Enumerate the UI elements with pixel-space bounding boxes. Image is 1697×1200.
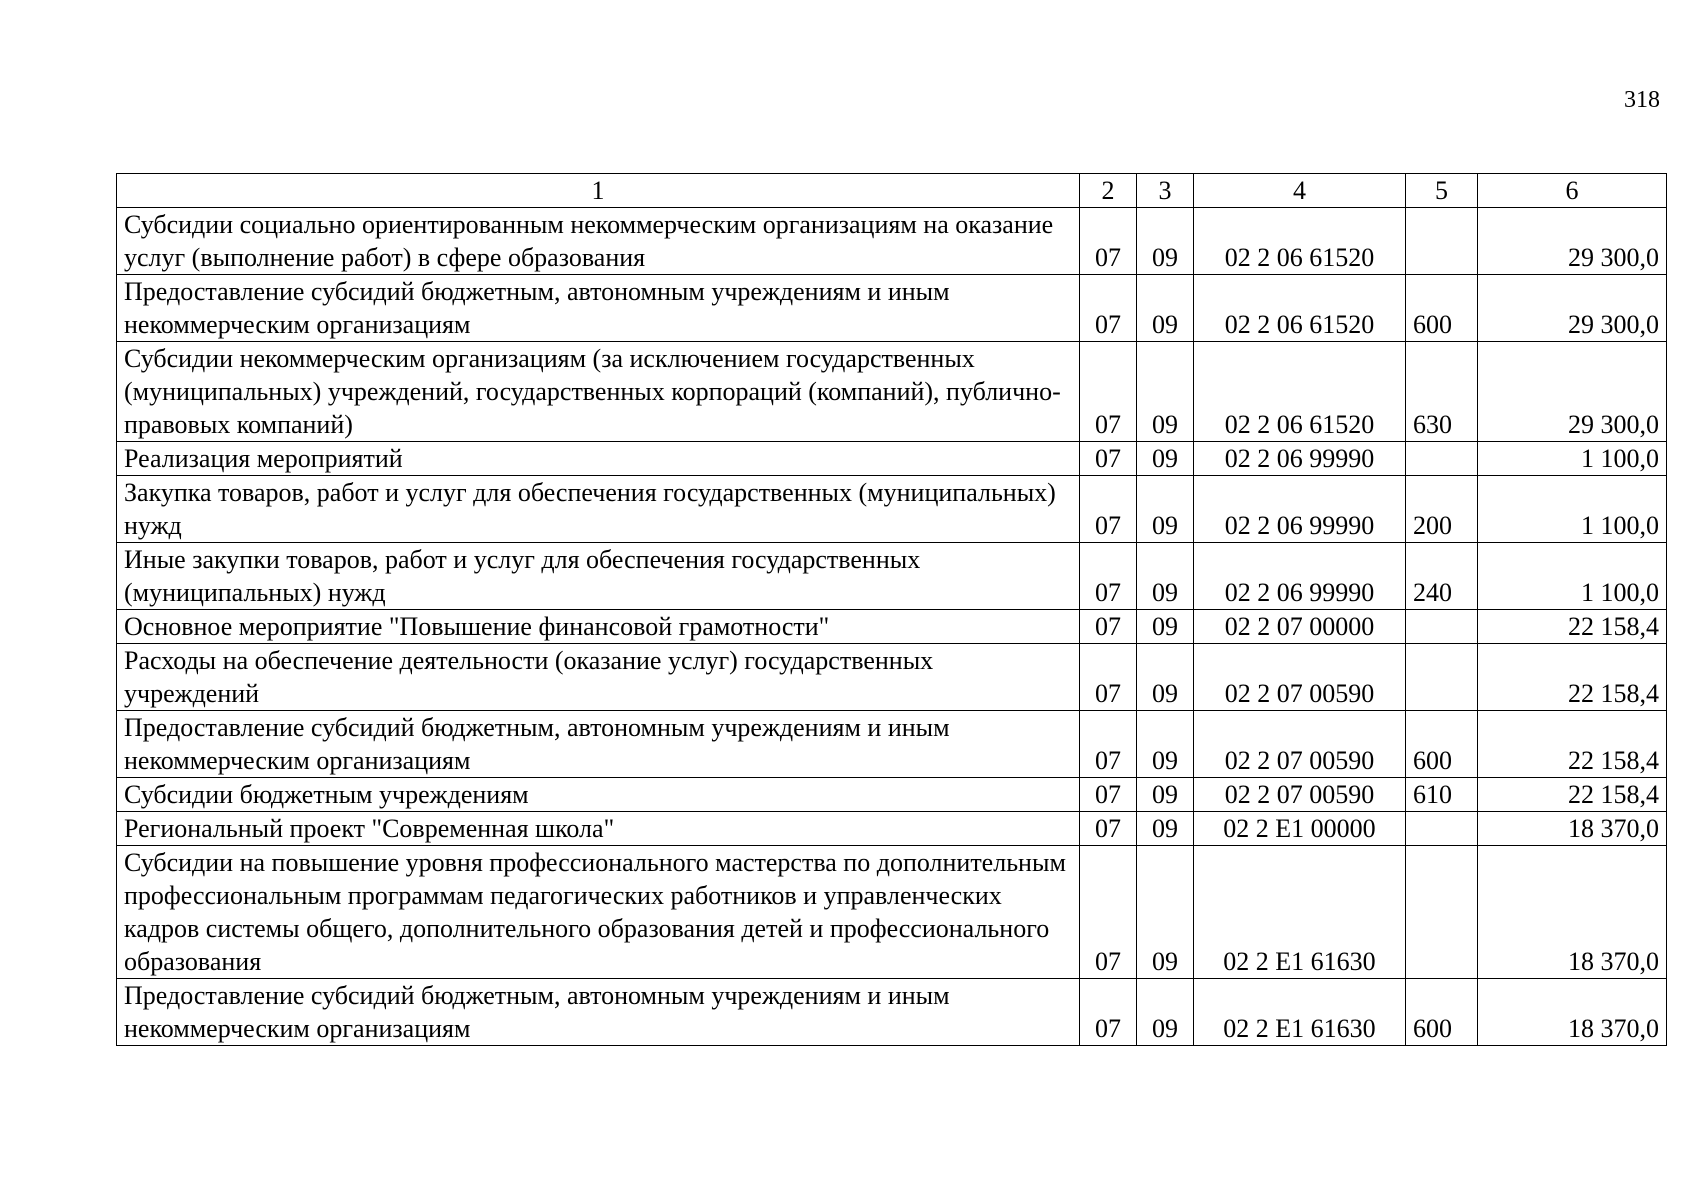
cell-code: 02 2 06 61520: [1194, 208, 1406, 275]
cell-amount: 29 300,0: [1478, 275, 1667, 342]
cell-subsection: 09: [1137, 476, 1194, 543]
cell-vr: [1406, 442, 1478, 476]
table-row: [117, 610, 1667, 644]
cell-amount: 18 370,0: [1478, 812, 1667, 846]
cell-amount: 18 370,0: [1478, 846, 1667, 979]
cell-vr: 240: [1406, 543, 1478, 610]
cell-amount: 22 158,4: [1478, 711, 1667, 778]
cell-section: 07: [1080, 442, 1137, 476]
cell-code: 02 2 06 61520: [1194, 342, 1406, 442]
table-row: [117, 644, 1667, 711]
cell-section: 07: [1080, 846, 1137, 979]
table-row: [117, 543, 1667, 610]
cell-subsection: 09: [1137, 342, 1194, 442]
page-number: 318: [1624, 87, 1660, 113]
cell-code: 02 2 Е1 61630: [1194, 846, 1406, 979]
cell-amount: 1 100,0: [1478, 442, 1667, 476]
cell-vr: [1406, 846, 1478, 979]
cell-subsection: 09: [1137, 442, 1194, 476]
cell-subsection: 09: [1137, 711, 1194, 778]
cell-vr: 600: [1406, 711, 1478, 778]
header-col-3: 3: [1137, 174, 1194, 208]
cell-code: 02 2 07 00590: [1194, 778, 1406, 812]
cell-vr: 630: [1406, 342, 1478, 442]
cell-subsection: 09: [1137, 543, 1194, 610]
cell-vr: 600: [1406, 979, 1478, 1046]
cell-name: Реализация мероприятий: [117, 442, 1080, 476]
cell-code: 02 2 07 00590: [1194, 711, 1406, 778]
table-row: [117, 846, 1667, 979]
cell-name: Иные закупки товаров, работ и услуг для обеспечения государственных (муниципальных) нужд: [117, 543, 1080, 610]
cell-name: Основное мероприятие "Повышение финансовой грамотности": [117, 610, 1080, 644]
header-col-4: 4: [1194, 174, 1406, 208]
table-row: [117, 476, 1667, 543]
table-row: [117, 342, 1667, 442]
cell-name: Субсидии на повышение уровня профессионального мастерства по дополнительным профессиональным программам педагогических работников и управленческих кадров системы общего, дополнительного образования детей и профессионального образования: [117, 846, 1080, 979]
table-row: [117, 979, 1667, 1046]
cell-amount: 22 158,4: [1478, 644, 1667, 711]
cell-vr: 600: [1406, 275, 1478, 342]
cell-code: 02 2 06 99990: [1194, 476, 1406, 543]
cell-subsection: 09: [1137, 208, 1194, 275]
cell-code: 02 2 Е1 61630: [1194, 979, 1406, 1046]
cell-subsection: 09: [1137, 778, 1194, 812]
cell-vr: 610: [1406, 778, 1478, 812]
cell-section: 07: [1080, 711, 1137, 778]
cell-code: 02 2 06 99990: [1194, 543, 1406, 610]
header-row: [117, 174, 1667, 208]
table-row: [117, 208, 1667, 275]
cell-code: 02 2 06 61520: [1194, 275, 1406, 342]
cell-section: 07: [1080, 812, 1137, 846]
cell-subsection: 09: [1137, 812, 1194, 846]
cell-subsection: 09: [1137, 846, 1194, 979]
cell-amount: 18 370,0: [1478, 979, 1667, 1046]
table-row: [117, 778, 1667, 812]
cell-section: 07: [1080, 543, 1137, 610]
cell-name: Расходы на обеспечение деятельности (оказание услуг) государственных учреждений: [117, 644, 1080, 711]
cell-amount: 22 158,4: [1478, 610, 1667, 644]
cell-code: 02 2 Е1 00000: [1194, 812, 1406, 846]
header-col-6: 6: [1478, 174, 1667, 208]
cell-section: 07: [1080, 275, 1137, 342]
budget-table: [116, 173, 1667, 1046]
table-header: [117, 174, 1667, 208]
cell-section: 07: [1080, 610, 1137, 644]
cell-name: Субсидии социально ориентированным некоммерческим организациям на оказание услуг (выполнение работ) в сфере образования: [117, 208, 1080, 275]
table-body: [117, 208, 1667, 1046]
cell-amount: 22 158,4: [1478, 778, 1667, 812]
cell-amount: 1 100,0: [1478, 543, 1667, 610]
cell-vr: [1406, 208, 1478, 275]
cell-amount: 29 300,0: [1478, 208, 1667, 275]
table-row: [117, 812, 1667, 846]
cell-subsection: 09: [1137, 979, 1194, 1046]
table-row: [117, 711, 1667, 778]
table-row: [117, 442, 1667, 476]
cell-name: Предоставление субсидий бюджетным, автономным учреждениям и иным некоммерческим организациям: [117, 979, 1080, 1046]
cell-vr: [1406, 812, 1478, 846]
header-col-1: 1: [117, 174, 1080, 208]
cell-vr: [1406, 644, 1478, 711]
cell-name: Региональный проект "Современная школа": [117, 812, 1080, 846]
cell-section: 07: [1080, 342, 1137, 442]
cell-name: Субсидии некоммерческим организациям (за исключением государственных (муниципальных) учреждений, государственных корпораций (компаний), публично-правовых компаний): [117, 342, 1080, 442]
cell-name: Закупка товаров, работ и услуг для обеспечения государственных (муниципальных) нужд: [117, 476, 1080, 543]
cell-section: 07: [1080, 208, 1137, 275]
cell-section: 07: [1080, 476, 1137, 543]
header-col-2: 2: [1080, 174, 1137, 208]
cell-section: 07: [1080, 644, 1137, 711]
cell-code: 02 2 07 00000: [1194, 610, 1406, 644]
header-col-5: 5: [1406, 174, 1478, 208]
cell-vr: 200: [1406, 476, 1478, 543]
cell-code: 02 2 07 00590: [1194, 644, 1406, 711]
cell-amount: 1 100,0: [1478, 476, 1667, 543]
cell-code: 02 2 06 99990: [1194, 442, 1406, 476]
cell-name: Предоставление субсидий бюджетным, автономным учреждениям и иным некоммерческим организациям: [117, 711, 1080, 778]
cell-section: 07: [1080, 778, 1137, 812]
cell-name: Субсидии бюджетным учреждениям: [117, 778, 1080, 812]
table-row: [117, 275, 1667, 342]
cell-section: 07: [1080, 979, 1137, 1046]
cell-vr: [1406, 610, 1478, 644]
cell-name: Предоставление субсидий бюджетным, автономным учреждениям и иным некоммерческим организациям: [117, 275, 1080, 342]
cell-subsection: 09: [1137, 275, 1194, 342]
cell-subsection: 09: [1137, 610, 1194, 644]
cell-subsection: 09: [1137, 644, 1194, 711]
cell-amount: 29 300,0: [1478, 342, 1667, 442]
